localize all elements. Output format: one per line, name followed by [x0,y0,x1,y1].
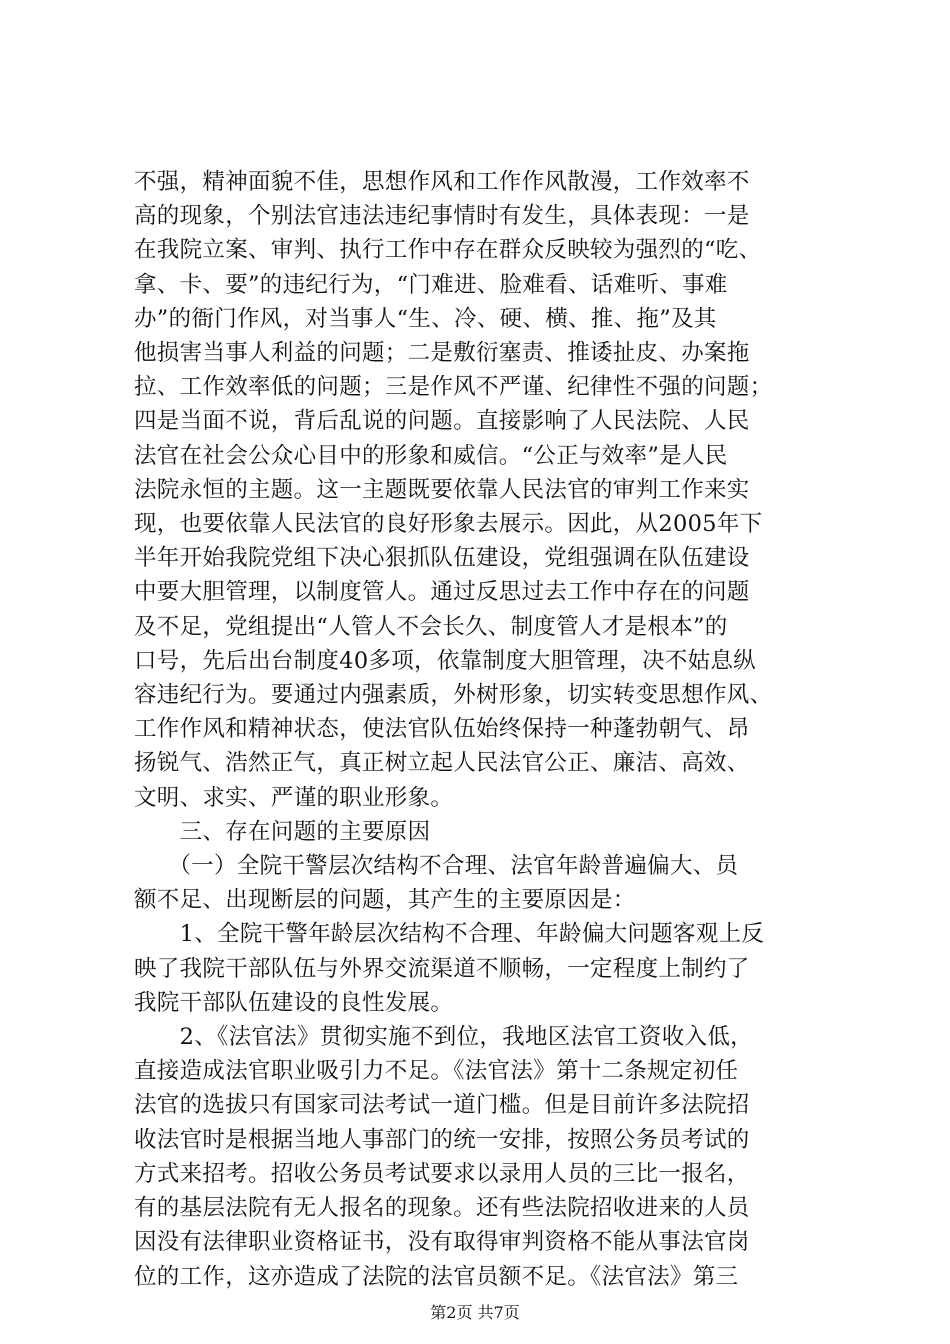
text-line: 高的现象，个别法官违法违纪事情时有发生，具体表现：一是 [134,203,750,230]
text-line: 收法官时是根据当地人事部门的统一安排，按照公务员考试的 [134,1126,750,1153]
text-line: 口号，先后出台制度40多项，依靠制度大胆管理，决不姑息纵 [134,647,757,674]
text-line: 因没有法律职业资格证书，没有取得审判资格不能从事法官岗 [134,1229,750,1256]
text-line: 半年开始我院党组下决心狠抓队伍建设，党组强调在队伍建设 [134,545,750,572]
text-line: 他损害当事人利益的问题；二是敷衍塞责、推诿扯皮、办案拖 [134,340,750,367]
text-line: 我院干部队伍建设的良性发展。 [134,989,454,1016]
text-line: 1、全院干警年龄层次结构不合理、年龄偏大问题客观上反 [134,921,765,948]
text-line: 拿、卡、要”的违纪行为，“门难进、脸难看、话难听、事难 [134,271,728,298]
text-line: （一）全院干警层次结构不合理、法官年龄普遍偏大、员 [134,853,739,880]
text-line: 法官在社会公众心目中的形象和威信。“公正与效率”是人民 [134,442,728,469]
paragraph [134,1020,824,1294]
paragraph [134,165,824,815]
text-line: 现，也要依靠人民法官的良好形象去展示。因此，从2005年下 [134,511,763,538]
text-line: 扬锐气、浩然正气，真正树立起人民法官公正、廉洁、高效、 [134,750,750,777]
text-line: 文明、求实、严谨的职业形象。 [134,784,454,811]
text-line: 不强，精神面貌不佳，思想作风和工作作风散漫，工作效率不 [134,169,750,195]
paragraph [134,849,824,917]
text-line: 工作作风和精神状态，使法官队伍始终保持一种蓬勃朝气、昂 [134,716,750,743]
text-line: 拉、工作效率低的问题；三是作风不严谨、纪律性不强的问题； [134,374,773,401]
text-line: 2、《法官法》贯彻实施不到位，我地区法官工资收入低， [134,1024,753,1051]
text-line: 额不足、出现断层的问题，其产生的主要原因是： [134,887,636,914]
text-line: 三、存在问题的主要原因 [134,818,431,845]
text-line: 法院永恒的主题。这一主题既要依靠人民法官的审判工作来实 [134,476,750,503]
text-line: 法官的选拔只有国家司法考试一道门槛。但是目前许多法院招 [134,1092,750,1119]
text-line: 映了我院干部队伍与外界交流渠道不顺畅，一定程度上制约了 [134,955,750,982]
text-line: 直接造成法官职业吸引力不足。《法官法》第十二条规定初任 [134,1058,739,1085]
body-text [134,165,824,1294]
text-line: 四是当面不说，背后乱说的问题。直接影响了人民法院、人民 [134,408,750,435]
paragraph [134,917,824,1020]
text-line: 及不足，党组提出“人管人不会长久、制度管人才是根本”的 [134,613,728,640]
text-line: 中要大胆管理，以制度管人。通过反思过去工作中存在的问题 [134,579,750,606]
text-line: 方式来招考。招收公务员考试要求以录用人员的三比一报名， [134,1160,750,1187]
page-number-footer: 第2页 共7页 [430,1303,520,1322]
text-line: 容违纪行为。要通过内强素质，外树形象，切实转变思想作风、 [134,682,773,709]
text-line: 办”的衙门作风，对当事人“生、冷、硬、横、推、拖”及其 [134,305,717,332]
text-line: 有的基层法院有无人报名的现象。还有些法院招收进来的人员 [134,1195,750,1222]
text-line: 在我院立案、审判、执行工作中存在群众反映较为强烈的“吃、 [134,237,762,264]
section-heading [134,815,824,849]
text-line: 位的工作，这亦造成了法院的法官员额不足。《法官法》第三 [134,1263,739,1290]
